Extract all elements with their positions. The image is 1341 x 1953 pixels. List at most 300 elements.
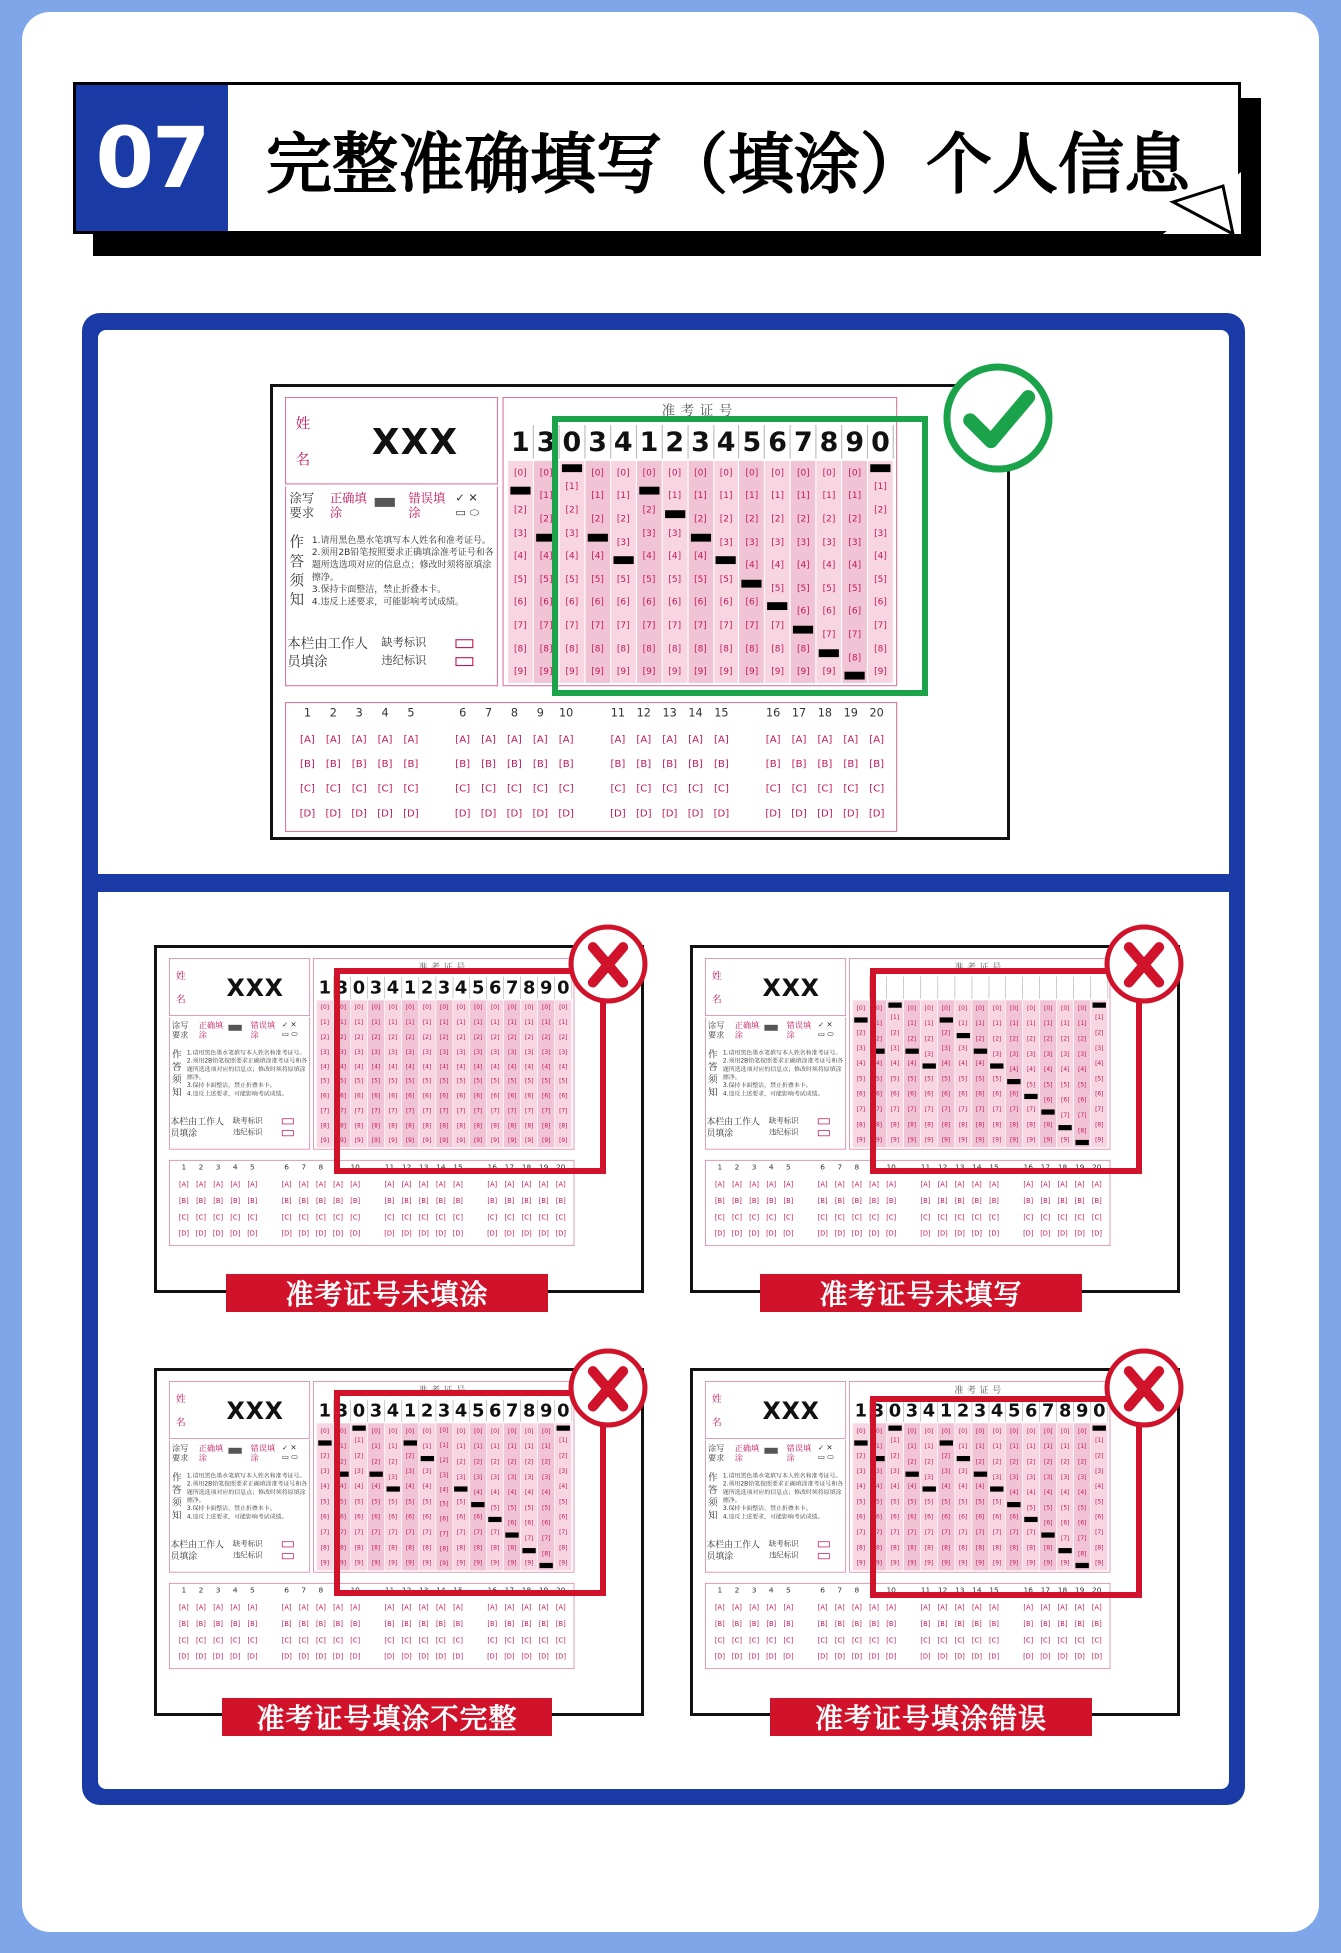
answer-bubble: [C] (230, 1637, 241, 1645)
bubble: [9] (525, 1559, 534, 1566)
bubble: [5] (694, 573, 707, 584)
exam-id-digit: 0 (555, 977, 572, 999)
note-item: 4.违反上述要求，可能影响考试成绩。 (186, 1090, 288, 1097)
question-number (582, 708, 602, 720)
bubble: [0] (439, 1004, 449, 1012)
answer-bubble: [C] (315, 1214, 326, 1222)
bubble: [2] (371, 1458, 381, 1465)
wrong-mark-icons: ✓ ✕ ▭ ⬭ (281, 1444, 298, 1462)
bubble: [1] (337, 1019, 347, 1026)
bubble: [5] (456, 1077, 466, 1085)
bubble: [2] (542, 1458, 551, 1465)
bubble: [5] (1095, 1498, 1104, 1505)
question-number: 15 (453, 1586, 463, 1595)
bubble: [8] (796, 643, 810, 654)
answer-option-row (713, 1637, 1104, 1644)
answer-option-row (177, 1653, 568, 1660)
bubble-column (317, 1423, 334, 1570)
answer-bubble (263, 1604, 276, 1611)
answer-bubble (1004, 1181, 1017, 1188)
answer-bubble: [D] (868, 1653, 880, 1661)
bubble: [7] (456, 1107, 466, 1114)
bubble: [2] (890, 1452, 900, 1459)
answer-bubble: [B] (377, 759, 393, 771)
bubble: [4] (668, 550, 682, 561)
section-title: 完整准确填写（填涂）个人信息 (266, 125, 1190, 203)
bubble: [3] (1009, 1473, 1019, 1481)
bubble: [7] (848, 629, 862, 640)
answer-bubble (902, 1181, 915, 1188)
fill-req-label: 涂写要求 (171, 1020, 189, 1040)
answer-bubble: [C] (418, 1214, 429, 1222)
answer-bubble: [A] (732, 1604, 742, 1612)
bubble: [7] (507, 1107, 517, 1114)
answer-bubble: [B] (300, 759, 315, 771)
answer-bubble: [A] (869, 1604, 879, 1612)
bubble: [1] (924, 1442, 934, 1450)
question-number: 16 (766, 707, 781, 720)
bubble: [4] (941, 1482, 951, 1490)
answer-bubble: [B] (418, 1620, 429, 1629)
bubble: [6] (924, 1513, 934, 1521)
name-value: XXX (762, 973, 820, 1002)
answer-bubble: [B] (834, 1620, 845, 1629)
answer-bubble: [D] (713, 808, 730, 820)
question-number: 4 (232, 1163, 238, 1172)
answer-bubble (366, 1198, 379, 1205)
bubble: [9] (992, 1136, 1002, 1143)
answer-bubble: [D] (230, 1230, 241, 1238)
bubble: [3] (490, 1473, 500, 1481)
answer-bubble (468, 1621, 481, 1628)
bubble: [2] (975, 1458, 985, 1465)
question-number: 16 (487, 1586, 497, 1595)
bubble: [5] (337, 1077, 347, 1085)
answer-bubble: [D] (886, 1653, 897, 1661)
notes-list (187, 1049, 309, 1098)
bubble: [0] (422, 1004, 432, 1012)
exam-id-digit: 6 (765, 425, 791, 459)
bubble: [2] (941, 1029, 951, 1036)
answer-bubble (582, 784, 602, 795)
answer-bubble: [C] (298, 1637, 309, 1645)
filled-bubble (854, 1441, 867, 1446)
answer-bubble: [A] (783, 1181, 794, 1189)
bubble: [2] (456, 1458, 466, 1465)
answer-bubble: [D] (834, 1230, 845, 1238)
answer-bubble: [D] (178, 1653, 190, 1661)
bubble: [7] (941, 1105, 951, 1113)
answer-bubble: [B] (1023, 1197, 1034, 1206)
bubble: [5] (422, 1498, 432, 1505)
answer-bubble: [B] (1057, 1620, 1068, 1629)
answer-bubble: [B] (555, 1620, 566, 1629)
bubble: [8] (1078, 1126, 1087, 1134)
bubble: [9] (456, 1559, 466, 1566)
answer-bubble: [B] (714, 1620, 725, 1629)
answer-bubble: [A] (834, 1181, 845, 1189)
bubble: [2] (473, 1458, 483, 1465)
answer-bubble: [C] (920, 1637, 931, 1645)
bubble: [7] (1078, 1111, 1087, 1119)
bubble: [9] (890, 1136, 900, 1143)
absent-label: 缺考标识 (232, 1116, 263, 1126)
exam-id-digit: 4 (385, 977, 402, 999)
bubble: [2] (616, 513, 630, 524)
bubble: [3] (507, 1473, 517, 1481)
bubble: [0] (1043, 1004, 1053, 1012)
answer-bubble: [D] (687, 808, 704, 820)
answer-bubble: [B] (783, 1620, 794, 1629)
bubble: [9] (507, 1559, 517, 1566)
bubble-column (853, 1423, 870, 1570)
answer-bubble: [D] (971, 1653, 983, 1661)
bubble: [3] (439, 1048, 449, 1056)
answer-bubble: [C] (247, 1637, 258, 1645)
bubble-column (508, 461, 534, 683)
answer-option-row (177, 1214, 568, 1221)
question-number: 14 (436, 1586, 446, 1595)
question-number: 4 (768, 1163, 774, 1172)
cross-icon (566, 922, 650, 1006)
answer-bubble: [A] (487, 1604, 498, 1612)
violation-label: 违纪标识 (232, 1551, 263, 1560)
answer-bubble: [C] (886, 1637, 897, 1645)
bubble: [8] (320, 1121, 330, 1129)
bubble: [8] (1095, 1120, 1104, 1128)
wrong-mark-icons: ✓ ✕ ▭ ⬭ (281, 1021, 298, 1039)
bubble: [0] (507, 1004, 517, 1012)
bubble: [0] (796, 467, 810, 478)
correct-mark-icon (375, 498, 395, 507)
answer-bubble: [A] (869, 1181, 879, 1189)
bubble: [4] (907, 1482, 917, 1490)
answer-bubble: [A] (333, 1181, 343, 1189)
bubble: [3] (320, 1467, 330, 1475)
bubble: [4] (848, 559, 862, 570)
bubble: [1] (907, 1442, 917, 1450)
bubble: [5] (490, 1504, 500, 1511)
bubble: [8] (958, 1543, 968, 1551)
bubble: [4] (405, 1482, 415, 1490)
question-number: 17 (504, 1163, 515, 1172)
question-number: 18 (521, 1586, 532, 1595)
bubble: [5] (371, 1077, 381, 1085)
bubble: [2] (371, 1033, 381, 1041)
bubble: [7] (490, 1107, 500, 1114)
bubble: [6] (1078, 1096, 1087, 1104)
bubble: [4] (371, 1482, 381, 1490)
answer-bubble (902, 1621, 915, 1628)
bubble: [0] (1078, 1427, 1087, 1435)
bubble: [3] (1043, 1050, 1053, 1058)
bubble: [7] (525, 1534, 534, 1542)
question-number: 4 (381, 707, 389, 720)
bubble: [0] (958, 1427, 968, 1435)
correct-mark-icon (228, 1025, 241, 1031)
bubble: [3] (874, 527, 887, 538)
bubble: [8] (514, 643, 527, 654)
correct-mark-icon (764, 1448, 777, 1454)
bubble: [0] (1078, 1004, 1087, 1012)
bubble: [6] (337, 1513, 347, 1521)
answer-bubble (468, 1181, 481, 1188)
answer-bubble: [B] (487, 1620, 498, 1629)
answer-bubble: [A] (538, 1604, 549, 1612)
bubble: [2] (1061, 1035, 1070, 1042)
answer-bubble (737, 784, 757, 795)
bubble: [3] (771, 536, 784, 547)
correct-mark-icon (764, 1025, 777, 1031)
answer-bubble: [D] (1040, 1653, 1051, 1661)
bubble: [6] (992, 1090, 1002, 1098)
bubble: [2] (354, 1452, 364, 1459)
bubble: [4] (958, 1482, 968, 1490)
bubble: [1] (559, 1436, 568, 1444)
bubble: [1] (405, 1019, 415, 1026)
bubble: [2] (354, 1033, 364, 1041)
bubble: [4] (745, 559, 759, 570)
bubble: [5] (796, 582, 810, 593)
bubble: [5] (559, 1077, 568, 1085)
bubble: [6] (473, 1513, 483, 1521)
answer-bubble (366, 1230, 379, 1237)
bubble: [9] (1061, 1136, 1070, 1143)
bubble: [4] (542, 1488, 551, 1496)
question-number: 14 (972, 1586, 982, 1595)
bubble: [4] (559, 1482, 568, 1490)
answer-bubble: [D] (1074, 1653, 1085, 1661)
answer-bubble: [A] (971, 1604, 982, 1612)
bubble: [1] (992, 1019, 1002, 1027)
bubble: [8] (388, 1543, 398, 1551)
bubble: [4] (565, 550, 579, 561)
bubble: [3] (890, 1044, 900, 1052)
bubble: [7] (907, 1105, 917, 1113)
answer-bubble: [A] (1074, 1604, 1085, 1612)
bubble: [5] (941, 1075, 951, 1082)
bubble: [1] (1026, 1019, 1036, 1027)
name-value: XXX (371, 420, 459, 464)
notes-label: 作答须知 (289, 534, 305, 609)
question-number: 18 (521, 1163, 532, 1172)
correct-label: 正确填涂 (734, 1020, 760, 1040)
name-label: 姓名 (176, 970, 186, 1006)
answer-bubble: [B] (487, 1197, 498, 1206)
bubble: [5] (473, 1077, 483, 1085)
answer-bubble: [C] (504, 1214, 515, 1222)
answer-bubble: [C] (325, 783, 341, 796)
answer-bubble (1004, 1637, 1017, 1644)
answer-bubble: [A] (954, 1181, 965, 1189)
bubble: [4] (890, 1059, 900, 1067)
answer-bubble: [D] (868, 808, 885, 820)
answer-bubble: [A] (971, 1181, 982, 1189)
question-number: 11 (610, 707, 626, 720)
bubble: [4] (975, 1059, 985, 1067)
answer-bubble: [C] (281, 1214, 292, 1222)
answer-bubble: [C] (714, 1214, 725, 1222)
bubble: [1] (525, 1019, 534, 1026)
answer-bubble (799, 1653, 812, 1660)
note-item: 3.保持卡面整洁，禁止折叠本卡。 (186, 1081, 276, 1089)
answer-bubble: [C] (1023, 1214, 1034, 1222)
exam-id-digit: 2 (662, 425, 688, 459)
bubble: [6] (405, 1513, 415, 1521)
bubble: [8] (371, 1121, 381, 1129)
bubble: [7] (1026, 1528, 1036, 1536)
bubble: [4] (1026, 1065, 1036, 1073)
bubble: [2] (822, 513, 836, 524)
answer-bubble: [D] (558, 808, 574, 820)
answer-bubble: [D] (325, 808, 342, 820)
question-number: 19 (538, 1586, 549, 1595)
answer-bubble: [A] (714, 1181, 725, 1189)
question-number: 8 (510, 707, 519, 720)
answer-bubble: [C] (247, 1214, 258, 1222)
answer-bubble: [B] (610, 759, 626, 771)
answer-bubble: [C] (377, 783, 393, 796)
answer-bubble: [C] (714, 1637, 725, 1645)
answer-bubble: [B] (401, 1620, 412, 1629)
bubble: [2] (1026, 1035, 1036, 1042)
answer-bubble: [D] (920, 1653, 931, 1661)
answer-bubble: [C] (851, 1214, 862, 1222)
bubble: [1] (422, 1442, 432, 1450)
answer-bubble: [A] (749, 1181, 760, 1189)
answer-bubble: [D] (988, 1653, 1000, 1661)
exam-id-digit: 3 (334, 977, 351, 999)
answer-bubble (902, 1604, 915, 1611)
bubble: [5] (890, 1075, 900, 1082)
cross-icon (1102, 1346, 1186, 1430)
answer-bubble (263, 1230, 276, 1237)
answer-bubble: [C] (196, 1214, 206, 1222)
answer-bubble: [C] (791, 783, 807, 796)
staff-label: 本栏由工作人员填涂 (170, 1116, 224, 1139)
answer-bubble: [B] (247, 1620, 258, 1629)
answer-bubble: [C] (834, 1637, 845, 1645)
answer-bubble: [B] (869, 1620, 879, 1629)
answer-bubble: [B] (662, 759, 678, 771)
note-item: 2.须用2B铅笔按照要求正确填涂准考证号和各题所选选项对应的信息点；修改时须将原填涂擦净。 (186, 1057, 308, 1081)
answer-bubble: [C] (230, 1214, 241, 1222)
exam-id-digit: 5 (470, 977, 487, 999)
bubble: [9] (422, 1136, 432, 1144)
bubble: [0] (320, 1004, 330, 1012)
bubble: [4] (525, 1488, 534, 1496)
question-number: 14 (436, 1163, 446, 1172)
answer-bubble: [D] (521, 1230, 532, 1238)
bubble: [1] (958, 1019, 968, 1027)
answer-bubble (468, 1198, 481, 1205)
bubble: [1] (873, 1442, 883, 1450)
bubble: [6] (559, 1513, 568, 1521)
bubble: [2] (405, 1033, 415, 1041)
answer-bubble: [A] (817, 734, 833, 746)
answer-bubble: [A] (1057, 1604, 1068, 1612)
bubble: [6] (1061, 1096, 1070, 1104)
bubble: [8] (559, 1543, 568, 1551)
answer-bubble (427, 784, 447, 795)
answer-bubble: [B] (791, 759, 807, 771)
answer-bubble (1004, 1230, 1017, 1237)
bubble: [3] (514, 527, 527, 538)
question-number: 5 (786, 1163, 791, 1172)
bubble: [0] (1043, 1427, 1053, 1435)
answer-bubble: [C] (1091, 1637, 1102, 1645)
bubble: [8] (941, 1543, 951, 1551)
bubble: [1] (1095, 1436, 1104, 1444)
answer-bubble: [B] (504, 1620, 515, 1629)
bubble: [5] (1043, 1081, 1053, 1088)
answer-bubble: [B] (937, 1620, 948, 1629)
question-number: 7 (837, 1586, 843, 1595)
bubble: [5] (354, 1498, 364, 1505)
exam-id-digit: 9 (842, 425, 868, 459)
bubble: [8] (542, 1121, 551, 1129)
answer-bubble: [A] (351, 734, 367, 746)
bubble: [4] (941, 1059, 951, 1067)
bubble: [6] (320, 1092, 330, 1100)
answer-bubble: [B] (749, 1197, 760, 1206)
answer-bubble: [B] (401, 1197, 412, 1206)
bubble: [2] (507, 1033, 517, 1041)
answer-bubble: [D] (230, 1653, 241, 1661)
answer-bubble: [B] (333, 1620, 343, 1629)
bubble: [2] (924, 1035, 934, 1042)
question-number: 12 (937, 1163, 948, 1172)
answer-bubble: [D] (401, 1653, 412, 1661)
bubble: [4] (1026, 1488, 1036, 1496)
bubble: [7] (354, 1528, 364, 1536)
bubble: [8] (992, 1543, 1002, 1551)
answer-bubble: [C] (453, 1214, 463, 1222)
bubble: [5] (559, 1498, 568, 1505)
answer-bubble: [C] (351, 783, 367, 796)
answer-bubble: [D] (988, 1230, 1000, 1238)
bubble: [6] (525, 1519, 534, 1527)
bubble: [3] (992, 1050, 1002, 1058)
question-number: 11 (920, 1586, 931, 1595)
answer-bubble: [A] (636, 734, 652, 746)
answer-bubble: [A] (521, 1604, 532, 1612)
answer-bubble: [B] (298, 1620, 309, 1629)
answer-bubble: [B] (1023, 1620, 1034, 1629)
bubble: [6] (1095, 1513, 1104, 1521)
bubble: [4] (354, 1063, 364, 1070)
answer-bubble (366, 1653, 379, 1660)
answer-bubble (737, 759, 757, 770)
answer-bubble: [B] (538, 1197, 549, 1206)
exam-id-digit: 7 (504, 977, 521, 999)
answer-bubble: [D] (954, 1230, 965, 1238)
absent-label: 缺考标识 (768, 1116, 799, 1126)
bubble: [1] (1078, 1019, 1087, 1027)
bubble: [6] (907, 1513, 917, 1521)
answer-bubble: [A] (316, 1604, 326, 1612)
bubble-column (853, 1000, 870, 1147)
bubble: [5] (439, 1077, 449, 1085)
bubble: [0] (941, 1004, 951, 1012)
answer-bubble: [C] (538, 1214, 549, 1222)
answer-bubble: [A] (350, 1604, 361, 1612)
bubble: [9] (958, 1559, 968, 1566)
bubble: [1] (439, 1442, 449, 1449)
bubble: [5] (320, 1077, 330, 1085)
bubble: [6] (975, 1090, 985, 1098)
bubble: [7] (719, 620, 733, 631)
